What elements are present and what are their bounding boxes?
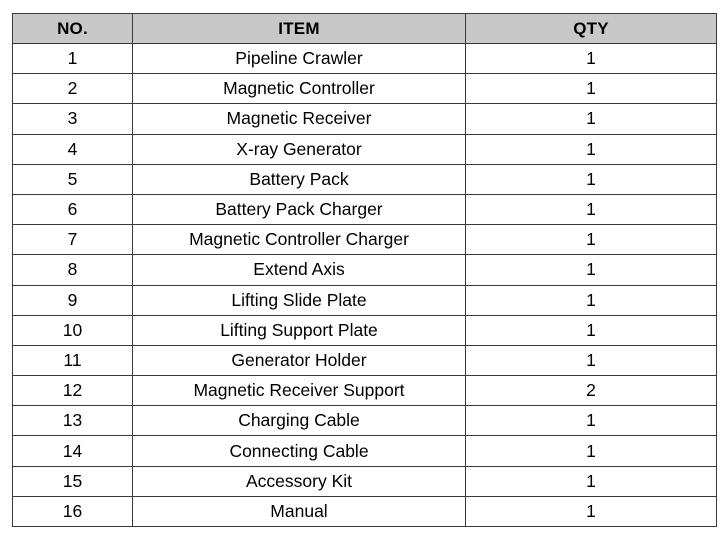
cell-no: 15 [13,466,133,496]
header-qty: QTY [466,14,717,44]
table-row [13,74,717,104]
cell-item: Connecting Cable [133,436,466,466]
cell-qty: 1 [466,134,717,164]
cell-qty: 1 [466,345,717,375]
cell-no: 13 [13,406,133,436]
cell-no: 5 [13,164,133,194]
table-row [13,255,717,285]
table-row [13,104,717,134]
table-row [13,315,717,345]
cell-no: 9 [13,285,133,315]
cell-qty: 1 [466,436,717,466]
cell-item: Extend Axis [133,255,466,285]
cell-item: Battery Pack Charger [133,194,466,224]
cell-item: Magnetic Controller [133,74,466,104]
cell-no: 14 [13,436,133,466]
table-row [13,376,717,406]
cell-qty: 1 [466,194,717,224]
cell-item: Battery Pack [133,164,466,194]
table-row [13,44,717,74]
cell-item: Accessory Kit [133,466,466,496]
cell-item: X-ray Generator [133,134,466,164]
header-no: NO. [13,14,133,44]
cell-no: 3 [13,104,133,134]
table-row [13,345,717,375]
cell-qty: 1 [466,104,717,134]
cell-no: 16 [13,496,133,526]
cell-item: Magnetic Receiver Support [133,376,466,406]
cell-qty: 1 [466,406,717,436]
cell-no: 2 [13,74,133,104]
cell-item: Manual [133,496,466,526]
cell-qty: 1 [466,255,717,285]
header-row [13,14,717,44]
cell-qty: 1 [466,44,717,74]
cell-no: 12 [13,376,133,406]
table-row [13,436,717,466]
table-body [13,44,717,527]
cell-qty: 1 [466,315,717,345]
table-row [13,225,717,255]
header-item: ITEM [133,14,466,44]
cell-no: 11 [13,345,133,375]
cell-item: Generator Holder [133,345,466,375]
cell-no: 4 [13,134,133,164]
cell-qty: 2 [466,376,717,406]
cell-no: 10 [13,315,133,345]
cell-item: Magnetic Receiver [133,104,466,134]
cell-no: 6 [13,194,133,224]
cell-item: Pipeline Crawler [133,44,466,74]
cell-qty: 1 [466,74,717,104]
cell-item: Lifting Support Plate [133,315,466,345]
cell-item: Magnetic Controller Charger [133,225,466,255]
cell-qty: 1 [466,496,717,526]
table-header [13,14,717,44]
cell-qty: 1 [466,466,717,496]
table-row [13,164,717,194]
table-row [13,194,717,224]
table-row [13,134,717,164]
packing-list-table [12,13,717,527]
table-row [13,466,717,496]
cell-item: Lifting Slide Plate [133,285,466,315]
cell-no: 7 [13,225,133,255]
cell-item: Charging Cable [133,406,466,436]
cell-qty: 1 [466,164,717,194]
cell-no: 8 [13,255,133,285]
cell-qty: 1 [466,285,717,315]
table-row [13,406,717,436]
cell-no: 1 [13,44,133,74]
cell-qty: 1 [466,225,717,255]
table-row [13,285,717,315]
table-row [13,496,717,526]
